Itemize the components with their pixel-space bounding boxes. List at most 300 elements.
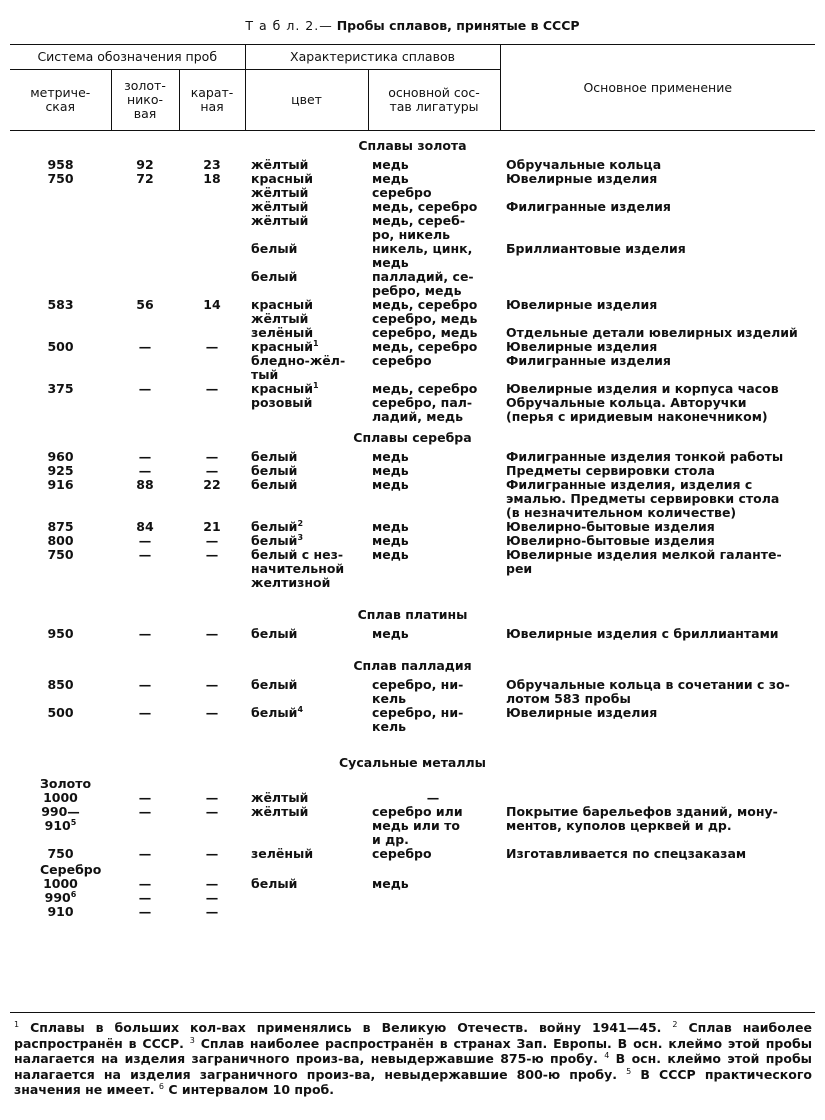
metric-cell	[10, 298, 111, 312]
ligature-cell	[368, 478, 500, 520]
color-cell	[245, 678, 368, 706]
zolotnik-cell-text: 84	[136, 519, 154, 534]
ligature-cell	[368, 270, 500, 298]
ligature-cell	[368, 354, 500, 382]
usage-cell	[500, 805, 815, 847]
ligature-cell	[368, 627, 500, 641]
karat-cell-text: —	[205, 449, 219, 464]
ligature-cell-text: медь	[372, 463, 409, 478]
color-cell-text: белый	[251, 876, 298, 891]
ligature-cell-text: медь	[372, 533, 409, 548]
ligature-cell-text: серебро	[372, 846, 432, 861]
header-usage: Основное применение	[500, 45, 815, 131]
ligature-cell-text: медь, серебро	[372, 297, 478, 312]
usage-cell-text: Ювелирно-бытовые изделия	[506, 519, 715, 534]
zolotnik-cell	[111, 678, 179, 706]
table-body	[10, 131, 815, 920]
metric-cell-text: 875	[47, 519, 74, 534]
header-ligature-text: основной сос- тав лигатуры	[388, 85, 480, 114]
table-row	[10, 312, 815, 326]
metric-cell-text: 800	[47, 533, 74, 548]
header-zolotnik	[111, 70, 179, 131]
color-cell	[245, 382, 368, 396]
usage-cell-text: Ювелирно-бытовые изделия	[506, 533, 715, 548]
color-cell-text: белый	[251, 626, 298, 641]
color-cell-text: жёлтый	[251, 157, 309, 172]
ligature-cell-text: палладий, се- ребро, медь	[372, 269, 474, 298]
ligature-cell	[368, 214, 500, 242]
zolotnik-cell	[111, 905, 179, 919]
zolotnik-cell	[111, 450, 179, 464]
metric-cell	[10, 464, 111, 478]
usage-cell	[500, 548, 815, 590]
zolotnik-cell-text: —	[138, 846, 152, 861]
usage-cell	[500, 627, 815, 641]
metric-cell	[10, 450, 111, 464]
zolotnik-cell	[111, 520, 179, 534]
group-title: Золото	[40, 776, 92, 791]
karat-cell	[179, 678, 245, 706]
ligature-cell	[368, 450, 500, 464]
header-system-group: Система обозначения проб	[10, 45, 245, 70]
usage-cell	[500, 534, 815, 548]
ligature-cell	[368, 464, 500, 478]
footnote-number: 3	[189, 1035, 195, 1045]
metric-cell	[10, 548, 111, 590]
usage-cell	[500, 520, 815, 534]
footnote-text: В СССР практического значения не имеет.	[14, 1066, 812, 1097]
color-cell	[245, 354, 368, 382]
zolotnik-cell-text: —	[138, 449, 152, 464]
color-cell-text: белый	[251, 677, 298, 692]
karat-cell	[179, 396, 245, 424]
color-cell-text: красный	[251, 381, 313, 396]
color-cell-text: жёлтый	[251, 804, 309, 819]
usage-cell	[500, 298, 815, 312]
karat-cell	[179, 548, 245, 590]
zolotnik-cell	[111, 382, 179, 396]
ligature-cell	[368, 905, 500, 919]
section-header	[10, 131, 815, 159]
ligature-cell	[368, 326, 500, 340]
usage-cell	[500, 478, 815, 520]
metric-cell	[10, 158, 111, 172]
ligature-cell	[368, 340, 500, 354]
karat-cell	[179, 354, 245, 382]
zolotnik-cell	[111, 158, 179, 172]
zolotnik-cell-text: —	[138, 339, 152, 354]
metric-cell	[10, 877, 111, 891]
group-header	[10, 861, 815, 877]
footnote-text: Сплав наиболее распространён в странах Зап. Европы. В осн. клеймо этой пробы налагается на изделия заграничного произ-ва, невыдержавшие 875-ю пробу.	[14, 1035, 812, 1066]
ligature-cell	[368, 534, 500, 548]
metric-cell	[10, 678, 111, 706]
metric-cell-text: 750	[47, 171, 74, 186]
karat-cell-text: 21	[203, 519, 221, 534]
footnote-ref: 3	[297, 532, 304, 542]
usage-cell-text: Бриллиантовые изделия	[506, 241, 686, 256]
table-row	[10, 548, 815, 590]
karat-cell-text: —	[205, 790, 219, 805]
ligature-cell-text: медь	[372, 519, 409, 534]
header-zolotnik-text: золот- нико- вая	[124, 78, 166, 121]
table-row	[10, 326, 815, 340]
color-cell	[245, 172, 368, 186]
footnote-text: Сплав наиболее распространён в СССР.	[14, 1020, 812, 1051]
ligature-cell-text: медь	[372, 157, 409, 172]
zolotnik-cell-text: —	[138, 705, 152, 720]
usage-cell-text: Ювелирные изделия	[506, 339, 658, 354]
metric-cell-text: 925	[47, 463, 74, 478]
karat-cell	[179, 627, 245, 641]
metric-cell	[10, 396, 111, 424]
color-cell-text: красный	[251, 339, 313, 354]
color-cell-text: белый с нез- начительной желтизной	[251, 547, 345, 590]
karat-cell-text: —	[205, 876, 219, 891]
zolotnik-cell	[111, 396, 179, 424]
karat-cell-text: —	[205, 381, 219, 396]
karat-cell	[179, 877, 245, 891]
color-cell-text: жёлтый	[251, 199, 309, 214]
usage-cell	[500, 242, 815, 270]
usage-cell	[500, 186, 815, 200]
section-header	[10, 424, 815, 450]
karat-cell-text: —	[205, 626, 219, 641]
alloy-table	[10, 44, 815, 919]
ligature-cell-text: медь	[372, 547, 409, 562]
zolotnik-cell-text: —	[138, 381, 152, 396]
usage-cell	[500, 214, 815, 242]
karat-cell	[179, 847, 245, 861]
section-title: Сплав платины	[357, 607, 468, 622]
karat-cell	[179, 706, 245, 734]
header-karat-text: карат- ная	[190, 85, 234, 114]
color-cell-text: белый	[251, 477, 298, 492]
metric-cell	[10, 270, 111, 298]
karat-cell-text: —	[205, 804, 219, 819]
ligature-cell	[368, 877, 500, 891]
ligature-cell	[368, 298, 500, 312]
karat-cell	[179, 805, 245, 847]
usage-cell	[500, 354, 815, 382]
table-row	[10, 382, 815, 396]
usage-cell	[500, 158, 815, 172]
zolotnik-cell	[111, 534, 179, 548]
color-cell	[245, 396, 368, 424]
ligature-cell-text: медь, серебро	[372, 381, 478, 396]
metric-cell	[10, 172, 111, 186]
metric-cell-text: 950	[47, 626, 74, 641]
table-row	[10, 396, 815, 424]
zolotnik-cell-text: 72	[136, 171, 154, 186]
zolotnik-cell	[111, 214, 179, 242]
zolotnik-cell	[111, 805, 179, 847]
usage-cell-text: Обручальные кольца	[506, 157, 662, 172]
usage-cell	[500, 450, 815, 464]
footnote-text: Сплавы в больших кол-вах применялись в Великую Отечеств. войну 1941—45.	[19, 1020, 673, 1035]
color-cell-text: белый	[251, 705, 298, 720]
table-row	[10, 200, 815, 214]
ligature-cell-text: медь	[372, 477, 409, 492]
karat-cell-text: —	[205, 533, 219, 548]
color-cell	[245, 891, 368, 905]
metric-cell-text: 583	[47, 297, 74, 312]
footnote-number: 4	[604, 1050, 610, 1060]
karat-cell	[179, 464, 245, 478]
table-row	[10, 877, 815, 891]
usage-cell-text: Покрытие барельефов зданий, мону- ментов, куполов церквей и др.	[506, 804, 778, 833]
metric-cell-text: 500	[47, 339, 74, 354]
karat-cell	[179, 478, 245, 520]
zolotnik-cell	[111, 340, 179, 354]
table-row	[10, 214, 815, 242]
header-metric	[10, 70, 111, 131]
karat-cell-text: —	[205, 846, 219, 861]
color-cell	[245, 214, 368, 242]
color-cell	[245, 312, 368, 326]
color-cell	[245, 791, 368, 805]
table-row	[10, 791, 815, 805]
usage-cell	[500, 340, 815, 354]
karat-cell	[179, 382, 245, 396]
usage-cell	[500, 382, 815, 396]
karat-cell-text: —	[205, 463, 219, 478]
usage-cell-text: Ювелирные изделия	[506, 171, 658, 186]
ligature-cell-text: медь	[372, 171, 409, 186]
footnote-divider	[10, 1012, 815, 1013]
zolotnik-cell	[111, 172, 179, 186]
karat-cell-text: 22	[203, 477, 221, 492]
metric-cell	[10, 847, 111, 861]
metric-cell-text: 750	[47, 547, 74, 562]
metric-cell-text: 990	[44, 890, 71, 905]
metric-cell-text: 916	[47, 477, 74, 492]
zolotnik-cell-text: —	[138, 804, 152, 819]
zolotnik-cell-text: —	[138, 790, 152, 805]
metric-cell-text: 958	[47, 157, 74, 172]
usage-cell-text: Ювелирные изделия мелкой галанте- реи	[506, 547, 782, 576]
metric-cell	[10, 312, 111, 326]
section-header	[10, 734, 815, 775]
karat-cell	[179, 186, 245, 200]
color-cell	[245, 242, 368, 270]
ligature-cell	[368, 396, 500, 424]
usage-cell-text: Филигранные изделия тонкой работы	[506, 449, 784, 464]
table-row	[10, 450, 815, 464]
usage-cell-text: Филигранные изделия, изделия с эмалью. Предметы сервировки стола (в незначительном количестве)	[506, 477, 780, 520]
usage-cell	[500, 172, 815, 186]
ligature-cell-text: никель, цинк, медь	[372, 241, 473, 270]
usage-cell	[500, 706, 815, 734]
color-cell-text: красный	[251, 171, 313, 186]
zolotnik-cell	[111, 270, 179, 298]
metric-cell-text: 960	[47, 449, 74, 464]
usage-cell	[500, 200, 815, 214]
zolotnik-cell-text: 56	[136, 297, 154, 312]
color-cell	[245, 548, 368, 590]
color-cell	[245, 270, 368, 298]
karat-cell	[179, 891, 245, 905]
zolotnik-cell	[111, 326, 179, 340]
metric-cell	[10, 905, 111, 919]
metric-cell-text: 1000	[43, 876, 78, 891]
karat-cell-text: 18	[203, 171, 221, 186]
usage-cell	[500, 270, 815, 298]
color-cell-text: зелёный	[251, 846, 314, 861]
table-row	[10, 464, 815, 478]
zolotnik-cell-text: —	[138, 626, 152, 641]
color-cell	[245, 326, 368, 340]
color-cell	[245, 298, 368, 312]
usage-cell-text: Изготавливается по спецзаказам	[506, 846, 747, 861]
usage-cell	[500, 326, 815, 340]
section-title: Сплавы серебра	[353, 430, 472, 445]
color-cell	[245, 805, 368, 847]
karat-cell	[179, 298, 245, 312]
ligature-cell	[368, 805, 500, 847]
table-header	[10, 45, 815, 131]
zolotnik-cell	[111, 464, 179, 478]
zolotnik-cell	[111, 847, 179, 861]
ligature-cell	[368, 678, 500, 706]
color-cell	[245, 706, 368, 734]
usage-cell	[500, 847, 815, 861]
header-color: цвет	[245, 70, 368, 131]
metric-cell-text: 375	[47, 381, 74, 396]
karat-cell-text: 23	[203, 157, 221, 172]
usage-cell-text: Филигранные изделия	[506, 353, 671, 368]
table-row	[10, 805, 815, 847]
karat-cell	[179, 340, 245, 354]
color-cell-text: розовый	[251, 395, 313, 410]
ligature-cell	[368, 520, 500, 534]
color-cell	[245, 627, 368, 641]
table-row	[10, 242, 815, 270]
karat-cell-text: —	[205, 904, 219, 919]
ligature-cell	[368, 382, 500, 396]
metric-cell-text: 990— 910	[41, 804, 80, 833]
group-header	[10, 775, 815, 791]
color-cell	[245, 158, 368, 172]
table-row	[10, 298, 815, 312]
ligature-cell	[368, 706, 500, 734]
ligature-cell-text: медь	[372, 449, 409, 464]
ligature-cell	[368, 847, 500, 861]
footnotes	[14, 1020, 812, 1098]
usage-cell-text: Филигранные изделия	[506, 199, 671, 214]
zolotnik-cell	[111, 242, 179, 270]
metric-cell-text: 500	[47, 705, 74, 720]
usage-cell-text: Ювелирные изделия	[506, 297, 658, 312]
section-header	[10, 641, 815, 678]
usage-cell-text: Предметы сервировки стола	[506, 463, 715, 478]
table-row	[10, 340, 815, 354]
color-cell	[245, 847, 368, 861]
footnote-number: 5	[626, 1066, 632, 1076]
zolotnik-cell	[111, 548, 179, 590]
usage-cell-text: Ювелирные изделия и корпуса часов	[506, 381, 779, 396]
header-metric-text: метриче- ская	[30, 85, 91, 114]
zolotnik-cell	[111, 478, 179, 520]
metric-cell	[10, 791, 111, 805]
metric-cell	[10, 382, 111, 396]
metric-cell	[10, 354, 111, 382]
footnote-ref: 5	[70, 817, 77, 827]
footnote-ref: 2	[297, 518, 304, 528]
table-row	[10, 520, 815, 534]
metric-cell	[10, 326, 111, 340]
metric-cell	[10, 186, 111, 200]
metric-cell	[10, 706, 111, 734]
karat-cell	[179, 450, 245, 464]
color-cell	[245, 534, 368, 548]
usage-cell-text: Ювелирные изделия	[506, 705, 658, 720]
table-number: Т а б л. 2.—	[245, 18, 333, 33]
ligature-cell	[368, 186, 500, 200]
color-cell-text: белый	[251, 241, 298, 256]
ligature-cell	[368, 891, 500, 905]
usage-cell	[500, 396, 815, 424]
usage-cell	[500, 312, 815, 326]
ligature-cell-text: серебро, ни- кель	[372, 705, 464, 734]
karat-cell	[179, 200, 245, 214]
zolotnik-cell	[111, 891, 179, 905]
header-karat	[179, 70, 245, 131]
color-cell-text: белый	[251, 533, 298, 548]
zolotnik-cell	[111, 791, 179, 805]
karat-cell-text: —	[205, 705, 219, 720]
karat-cell	[179, 214, 245, 242]
ligature-cell-text: медь, сереб- ро, никель	[372, 213, 466, 242]
metric-cell	[10, 805, 111, 847]
karat-cell	[179, 905, 245, 919]
color-cell-text: красный	[251, 297, 313, 312]
footnote-number: 1	[14, 1019, 20, 1029]
usage-cell-text: Обручальные кольца. Авторучки (перья с иридиевым наконечником)	[506, 395, 768, 424]
color-cell-text: белый	[251, 519, 298, 534]
table-row	[10, 706, 815, 734]
zolotnik-cell	[111, 298, 179, 312]
usage-cell	[500, 791, 815, 805]
ligature-cell-text: серебро	[372, 353, 432, 368]
section-header	[10, 590, 815, 627]
color-cell	[245, 200, 368, 214]
header-characteristics-group: Характеристика сплавов	[245, 45, 500, 70]
metric-cell	[10, 520, 111, 534]
color-cell-text: бледно-жёл- тый	[251, 353, 346, 382]
usage-cell-text: Отдельные детали ювелирных изделий	[506, 325, 798, 340]
table-row	[10, 627, 815, 641]
usage-cell-text: Обручальные кольца в сочетании с зо- лотом 583 пробы	[506, 677, 790, 706]
footnote-ref: 1	[312, 380, 319, 390]
footnote-number: 6	[158, 1081, 165, 1091]
color-cell-text: белый	[251, 463, 298, 478]
color-cell	[245, 877, 368, 891]
zolotnik-cell-text: —	[138, 463, 152, 478]
ligature-cell	[368, 172, 500, 186]
ligature-cell-text: —	[426, 790, 440, 805]
ligature-cell-text: серебро или медь или то и др.	[372, 804, 463, 847]
ligature-cell-text: медь, серебро	[372, 339, 478, 354]
karat-cell-text: —	[205, 547, 219, 562]
ligature-cell	[368, 158, 500, 172]
metric-cell	[10, 200, 111, 214]
metric-cell	[10, 891, 111, 905]
zolotnik-cell-text: 88	[136, 477, 154, 492]
table-row	[10, 847, 815, 861]
karat-cell-text: —	[205, 339, 219, 354]
zolotnik-cell-text: 92	[136, 157, 154, 172]
